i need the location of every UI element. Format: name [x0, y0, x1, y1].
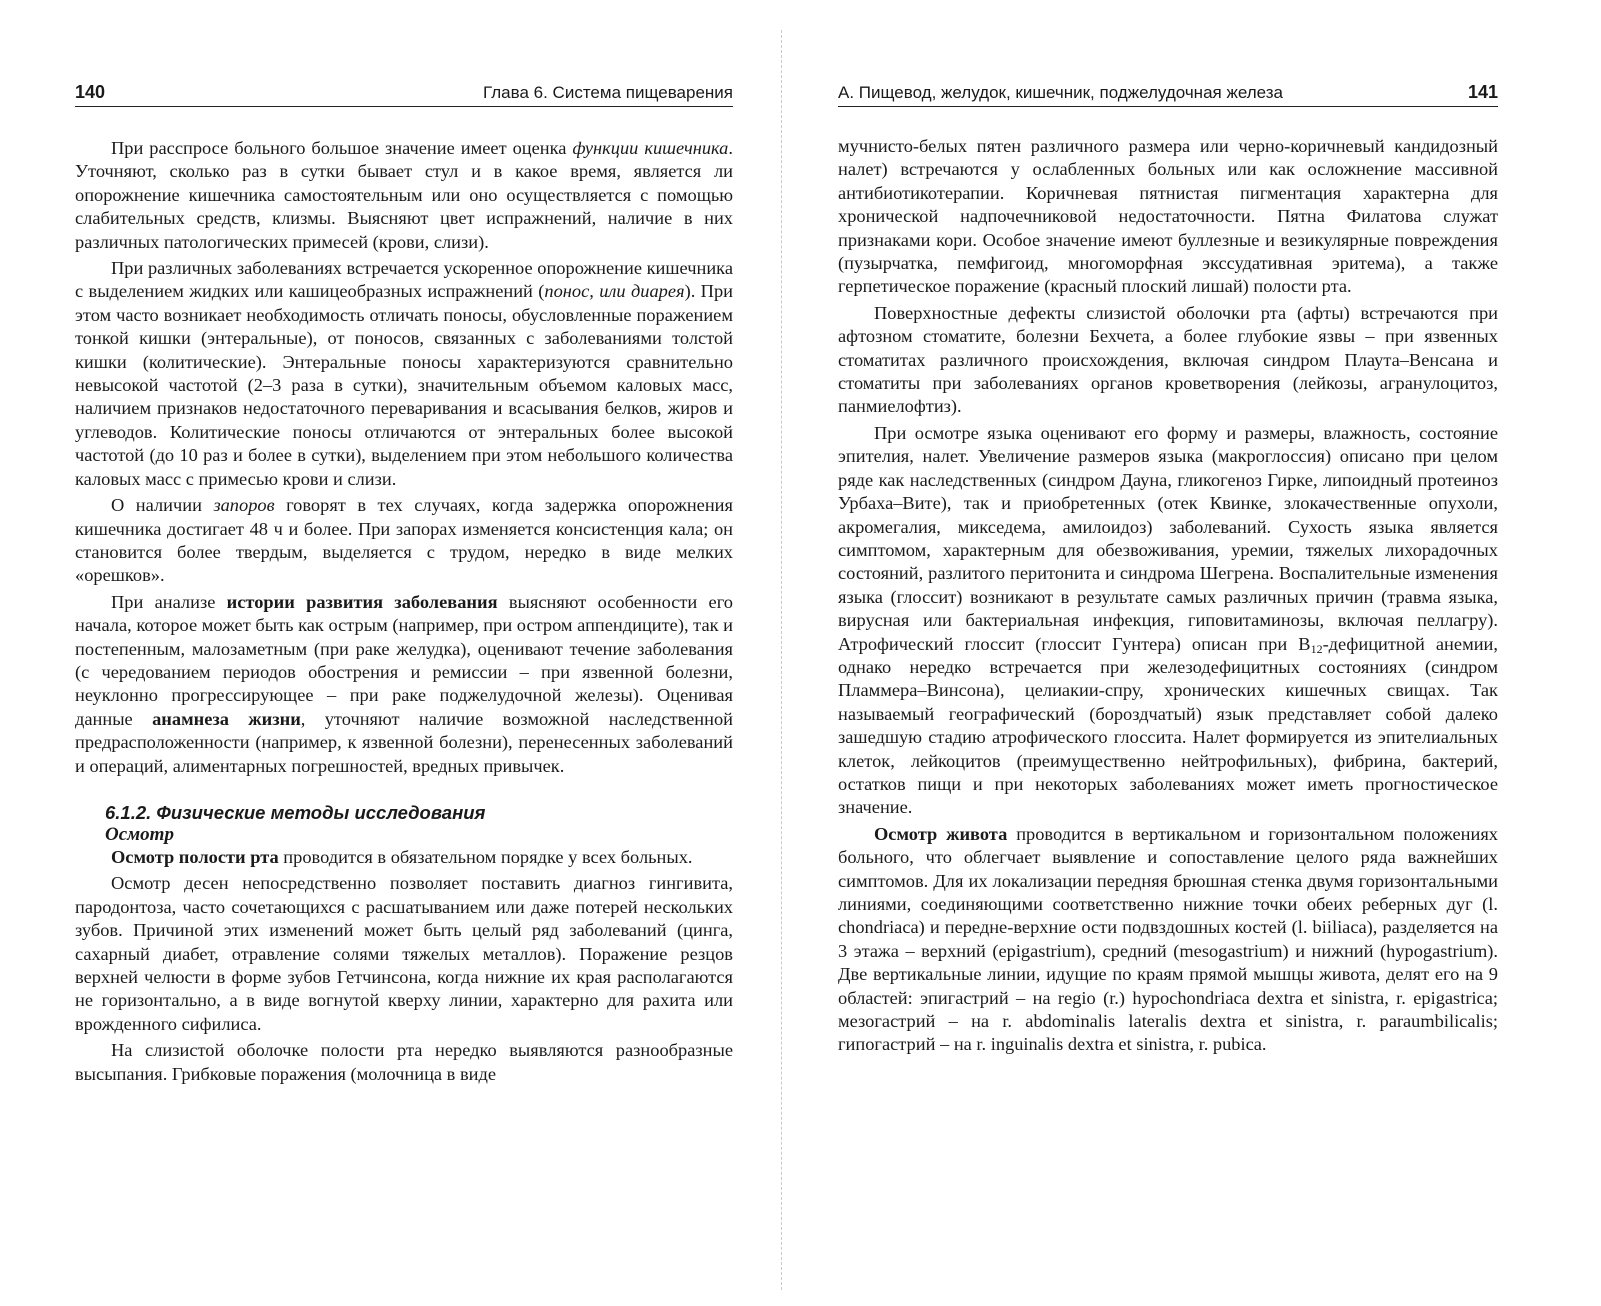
paragraph: При различных заболеваниях встречается ускоренное опорожнение кишечника с выделением жидких или кашицеобразных испражнений (понос, или диарея). При этом часто возникает необходимость отличать поносы, обусловленные поражением тонкой кишки (энтеральные), от поносов, связанных с заболеваниями толстой кишки (колитические). Энтеральные поносы характеризуются сравнительно невысокой частотой (2–3 раза в сутки), значительным объемом каловых масс, наличием признаков недостаточного переваривания и всасывания белков, жиров и углеводов. Колитические поносы отличаются от энтеральных более высокой частотой (до 10 раз и более в сутки), выделением при этом небольшого количества каловых масс с примесью крови и слизи. [75, 258, 733, 489]
running-head: Глава 6. Система пищеварения [483, 83, 733, 102]
right-page-body [838, 135, 1498, 1057]
paragraph: мучнисто-белых пятен различного размера или черно-коричневый кандидозный налет) встречаются у ослабленных больных или как осложнение массивной антибиотикотерапии. Коричневая пятнистая пигментация характерна для хронической надпочечниковой недостаточности. Пятна Филатова служат признаками кори. Особое значение имеют буллезные и везикулярные повреждения (пузырчатка, пемфигоид, многоморфная экссудативная эритема), а также герпетическое поражение (красный плоский лишай) полости рта. [838, 136, 1498, 297]
paragraph: О наличии запоров говорят в тех случаях, когда задержка опорожнения кишечника достигает 48 ч и более. При запорах изменяется консистенция кала; он становится более твердым, выделяется с трудом, нередко в виде мелких «орешков». [75, 495, 733, 586]
running-head: А. Пищевод, желудок, кишечник, поджелудочная железа [838, 83, 1283, 102]
left-page-header [75, 82, 733, 107]
right-page-header [838, 82, 1498, 107]
left-page [0, 0, 780, 1306]
paragraph: При расспросе больного большое значение имеет оценка функции кишечника. Уточняют, сколько раз в сутки бывает стул и в какое время, является ли опорожнение кишечника самостоятельным или оно осуществляется с помощью слабительных средств, клизмы. Выясняют цвет испражнений, наличие в них различных патологических примесей (крови, слизи). [75, 138, 733, 252]
section-heading: 6.1.2. Физические методы исследования [105, 801, 486, 823]
page-number: 141 [1467, 82, 1498, 102]
subsection-heading: Осмотр [105, 823, 174, 845]
book-gutter [781, 30, 782, 1290]
paragraph: Осмотр десен непосредственно позволяет поставить диагноз гингивита, пародонтоза, часто сочетающихся с расшатыванием или даже потерей нескольких зубов. Причиной этих изменений может быть целый ряд заболеваний (цинга, сахарный диабет, отравление солями тяжелых металлов). Поражение резцов верхней челюсти в форме зубов Гетчинсона, когда нижние их края располагаются не горизонтально, а в виде вогнутой кверху линии, характерно для рахита или врожденного сифилиса. [75, 873, 733, 1034]
paragraph: При анализе истории развития заболевания выясняют особенности его начала, которое может быть как острым (например, при остром аппендиците), так и постепенным, малозаметным (при раке желудка), оценивают течение заболевания (с чередованием периодов обострения и ремиссии – при язвенной болезни, неуклонно прогрессирующее – при раке поджелудочной железы). Оценивая данные анамнеза жизни, уточняют наличие возможной наследственной предрасположенности (например, к язвенной болезни), перенесенных заболеваний и операций, алиментарных погрешностей, вредных привычек. [75, 591, 733, 776]
left-page-body [75, 137, 733, 1086]
paragraph: Осмотр полости рта проводится в обязательном порядке у всех больных. [111, 846, 693, 867]
paragraph: Поверхностные дефекты слизистой оболочки рта (афты) встречаются при афтозном стоматите, болезни Бехчета, а более глубокие язвы – при язвенных стоматитах различного происхождения, включая синдром Плаута–Венсана и стоматиты при заболеваниях органов кроветворения (лейкозы, агранулоцитоз, панмиелофтиз). [838, 302, 1498, 417]
paragraph: При осмотре языка оценивают его форму и размеры, влажность, состояние эпителия, налет. Увеличение размеров языка (макроглоссия) описано при целом ряде как наследственных (синдром Дауна, гликогеноз Гирке, липоидный протеиноз Урбаха–Вите), так и приобретенных (отек Квинке, злокачественные опухоли, акромегалия, микседема, амилоидоз) заболеваний. Сухость языка является симптомом, характерным для обезвоживания, уремии, тяжелых лихорадочных состояний, разлитого перитонита и синдрома Шегрена. Воспалительные изменения языка (глоссит) возникают в результате самых различных причин (травма языка, вирусная или бактериальная инфекция, гиповитаминозы, включая пеллагру). Атрофический глоссит (глоссит Гунтера) описан при $B_{12}$-дефицитной анемии, однако нередко встречается при железодефицитных состояниях (синдром Пламмера–Винсона), целиакии-спру, хронических кишечных свищах. Так называемый географический (бороздчатый) язык представляет собой далеко зашедшую стадию атрофического глоссита. Налет формируется из эпителиальных клеток, лейкоцитов (преимущественно нейтрофильных), фибрина, бактерий, остатков пищи и при некоторых заболеваниях может иметь прогностическое значение. [838, 422, 1498, 818]
right-page [790, 0, 1601, 1306]
page-number: 140 [75, 82, 106, 102]
paragraph: На слизистой оболочке полости рта нередко выявляются разнообразные высыпания. Грибковые поражения (молочница в виде [75, 1040, 733, 1084]
paragraph: Осмотр живота проводится в вертикальном и горизонтальном положениях больного, что облегчает выявление и сопоставление целого ряда важнейших симптомов. Для их локализации передняя брюшная стенка двумя горизонтальными линиями, соединяющими соответственно нижние точки обеих реберных дуг (l. chondriaca) и передне-верхние ости подвздошных костей (l. biiliaca), разделяется на 3 этажа – верхний (epigastrium), средний (mesogastrium) и нижний (hypogastrium). Две вертикальные линии, идущие по краям прямой мышцы живота, делят его на 9 областей: эпигастрий – на regio (r.) hypochondriaca dextra et sinistra, r. epigastrica; мезогастрий – на r. abdominalis lateralis dextra et sinistra, r. paraumbilicalis; гипогастрий – на r. inguinalis dextra et sinistra, r. pubica. [838, 823, 1498, 1055]
